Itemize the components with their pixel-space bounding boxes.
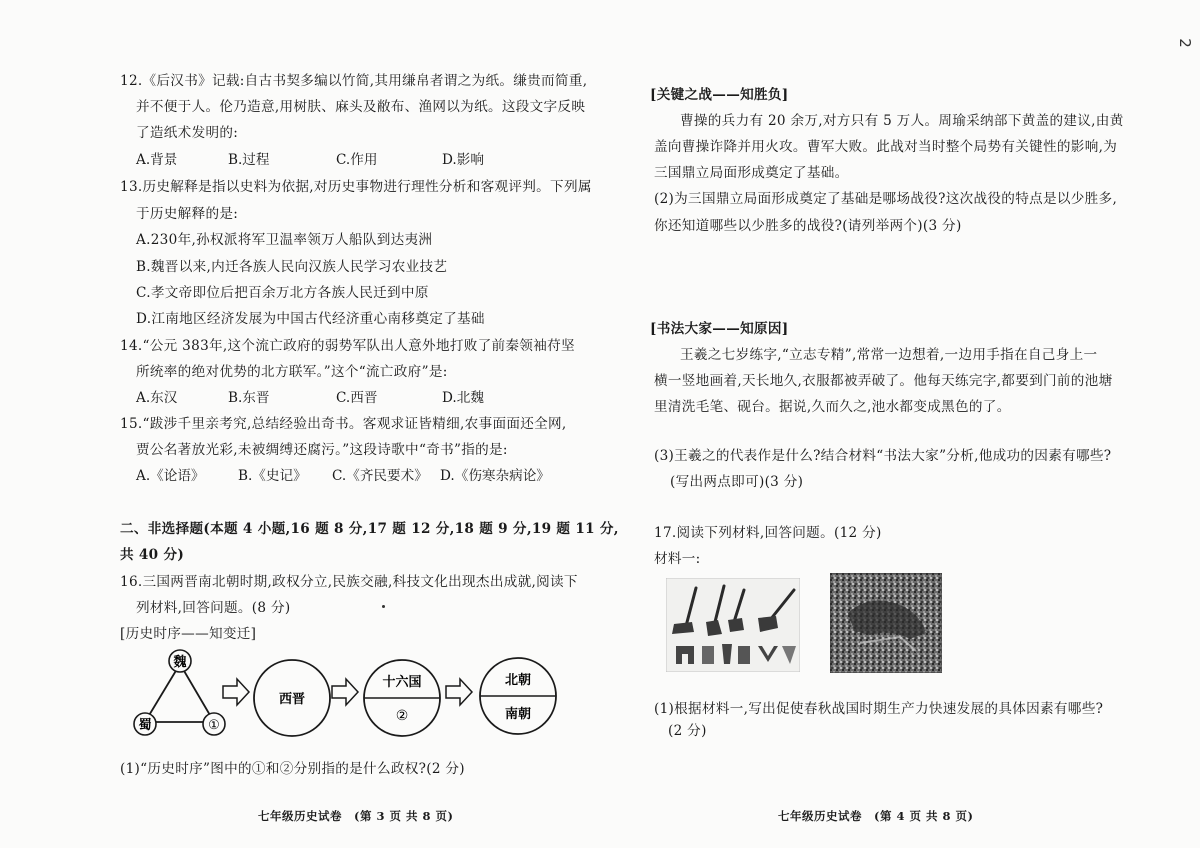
q13-line-2: 于历史解释的是: [136, 206, 239, 222]
calligraphy-text-line-1: 王羲之七岁练字,“立志专精”,常常一边想着,一边用手指在自己身上一 [680, 347, 1098, 363]
beichao-label: 北朝 [504, 673, 532, 688]
q15-option-c: C.《齐民要术》 [332, 468, 428, 484]
q16-sub-question-1: (1)“历史时序”图中的①和②分别指的是什么政权?(2 分) [120, 761, 465, 777]
q12-option-b: B.过程 [228, 152, 270, 168]
q14-option-b: B.东晋 [228, 390, 270, 406]
stray-dot [382, 605, 385, 608]
nanchao-label: 南朝 [504, 707, 532, 722]
iron-tools-image [666, 578, 800, 672]
sub-question-3-line-2: (写出两点即可)(3 分) [670, 474, 804, 490]
xijin-label: 西晋 [278, 692, 306, 707]
q12-line-1: 12.《后汉书》记载:自古书契多编以竹简,其用缣帛者谓之为纸。缣贵而简重, [120, 73, 588, 89]
arrow-1 [223, 679, 249, 705]
q12-option-c: C.作用 [336, 152, 378, 168]
q16-timeline-heading: [历史时序——知变迁] [120, 626, 257, 642]
q14-option-d: D.北魏 [442, 390, 484, 406]
sub-question-2-line-2: 你还知道哪些以少胜多的战役?(请列举两个)(3 分) [654, 218, 962, 234]
circle-one-label: ① [208, 718, 220, 733]
q17-line: 17.阅读下列材料,回答问题。(12 分) [654, 525, 882, 541]
sub-question-3-line-1: (3)王羲之的代表作是什么?结合材料“书法大家”分析,他成功的因素有哪些? [654, 448, 1112, 464]
wei-label: 魏 [173, 655, 187, 670]
left-page-footer: 七年级历史试卷 (第 3 页 共 8 页) [258, 809, 454, 823]
calligraphy-text-line-2: 横一竖地画着,天长地久,衣服都被弄破了。他每天练完字,都要到门前的池塘 [654, 373, 1113, 389]
right-page [650, 0, 1124, 848]
battle-text-line-2: 盖向曹操诈降并用火攻。曹军大败。此战对当时整个局势有关键性的影响,为 [654, 139, 1118, 155]
q15-option-d: D.《伤寒杂病论》 [440, 468, 550, 484]
q16-line-1: 16.三国两晋南北朝时期,政权分立,民族交融,科技文化出现杰出成就,阅读下 [120, 574, 578, 590]
arrow-2 [332, 679, 358, 705]
ox-plough-relief-image [830, 573, 942, 673]
q16-line-2: 列材料,回答问题。(8 分) [136, 600, 291, 616]
left-page [110, 0, 619, 848]
sixteen-states-label: 十六国 [382, 675, 422, 690]
circle-two-label: ② [395, 708, 409, 724]
q13-option-c: C.孝文帝即位后把百余万北方各族人民迁到中原 [136, 285, 429, 301]
q12-line-3: 了造纸术发明的: [136, 125, 239, 141]
q12-line-2: 并不便于人。伦乃造意,用树肤、麻头及敝布、渔网以为纸。这段文字反映 [136, 99, 586, 115]
q13-option-d: D.江南地区经济发展为中国古代经济重心南移奠定了基础 [136, 311, 485, 327]
battle-heading: [关键之战——知胜负] [650, 87, 789, 103]
q15-line-2: 贾公名著放光彩,未被绸缚还腐污。”这段诗歌中“奇书”指的是: [136, 442, 508, 458]
calligraphy-heading: [书法大家——知原因] [650, 321, 789, 337]
material-1-label: 材料一: [654, 551, 701, 567]
calligraphy-text-line-3: 里清洗毛笔、砚台。据说,久而久之,池水都变成黑色的了。 [654, 399, 1011, 415]
q15-option-a: A.《论语》 [136, 468, 205, 484]
q15-line-1: 15.“跋涉千里亲考究,总结经验出奇书。客观求证皆精细,农事面面还全网, [120, 416, 567, 432]
q13-option-a: A.230年,孙权派将军卫温率领万人船队到达夷洲 [136, 232, 433, 248]
q17-sub-question-1-line-2: (2 分) [668, 723, 707, 739]
battle-text-line-3: 三国鼎立局面形成奠定了基础。 [654, 165, 849, 181]
q13-line-1: 13.历史解释是指以史料为依据,对历史事物进行理性分析和客观评判。下列属 [120, 179, 592, 195]
q17-sub-question-1-line-1: (1)根据材料一,写出促使春秋战国时期生产力快速发展的具体因素有哪些? [654, 701, 1104, 717]
timeline-diagram [130, 648, 570, 748]
battle-text-line-1: 曹操的兵力有 20 余万,对方只有 5 万人。周瑜采纳部下黄盖的建议,由黄 [680, 113, 1124, 129]
section2-heading-line-2: 共 40 分) [120, 547, 185, 563]
right-page-footer: 七年级历史试卷 (第 4 页 共 8 页) [778, 809, 974, 823]
q14-option-a: A.东汉 [136, 390, 178, 406]
arrow-3 [446, 679, 472, 705]
q12-option-a: A.背景 [136, 152, 178, 168]
shu-label: 蜀 [138, 718, 152, 733]
corner-page-number: 2 [1176, 38, 1195, 48]
q14-line-2: 所统率的绝对优势的北方联军。”这个“流亡政府”是: [136, 364, 448, 380]
sub-question-2-line-1: (2)为三国鼎立局面形成奠定了基础是哪场战役?这次战役的特点是以少胜多, [654, 191, 1118, 207]
q14-line-1: 14.“公元 383年,这个流亡政府的弱势军队出人意外地打败了前秦领袖苻坚 [120, 338, 575, 354]
q14-option-c: C.西晋 [336, 390, 378, 406]
q13-option-b: B.魏晋以来,内迁各族人民向汉族人民学习农业技艺 [136, 259, 448, 275]
q12-option-d: D.影响 [442, 152, 484, 168]
q15-option-b: B.《史记》 [238, 468, 307, 484]
section2-heading-line-1: 二、非选择题(本题 4 小题,16 题 8 分,17 题 12 分,18 题 9 分,19 题 11 分, [120, 521, 619, 537]
